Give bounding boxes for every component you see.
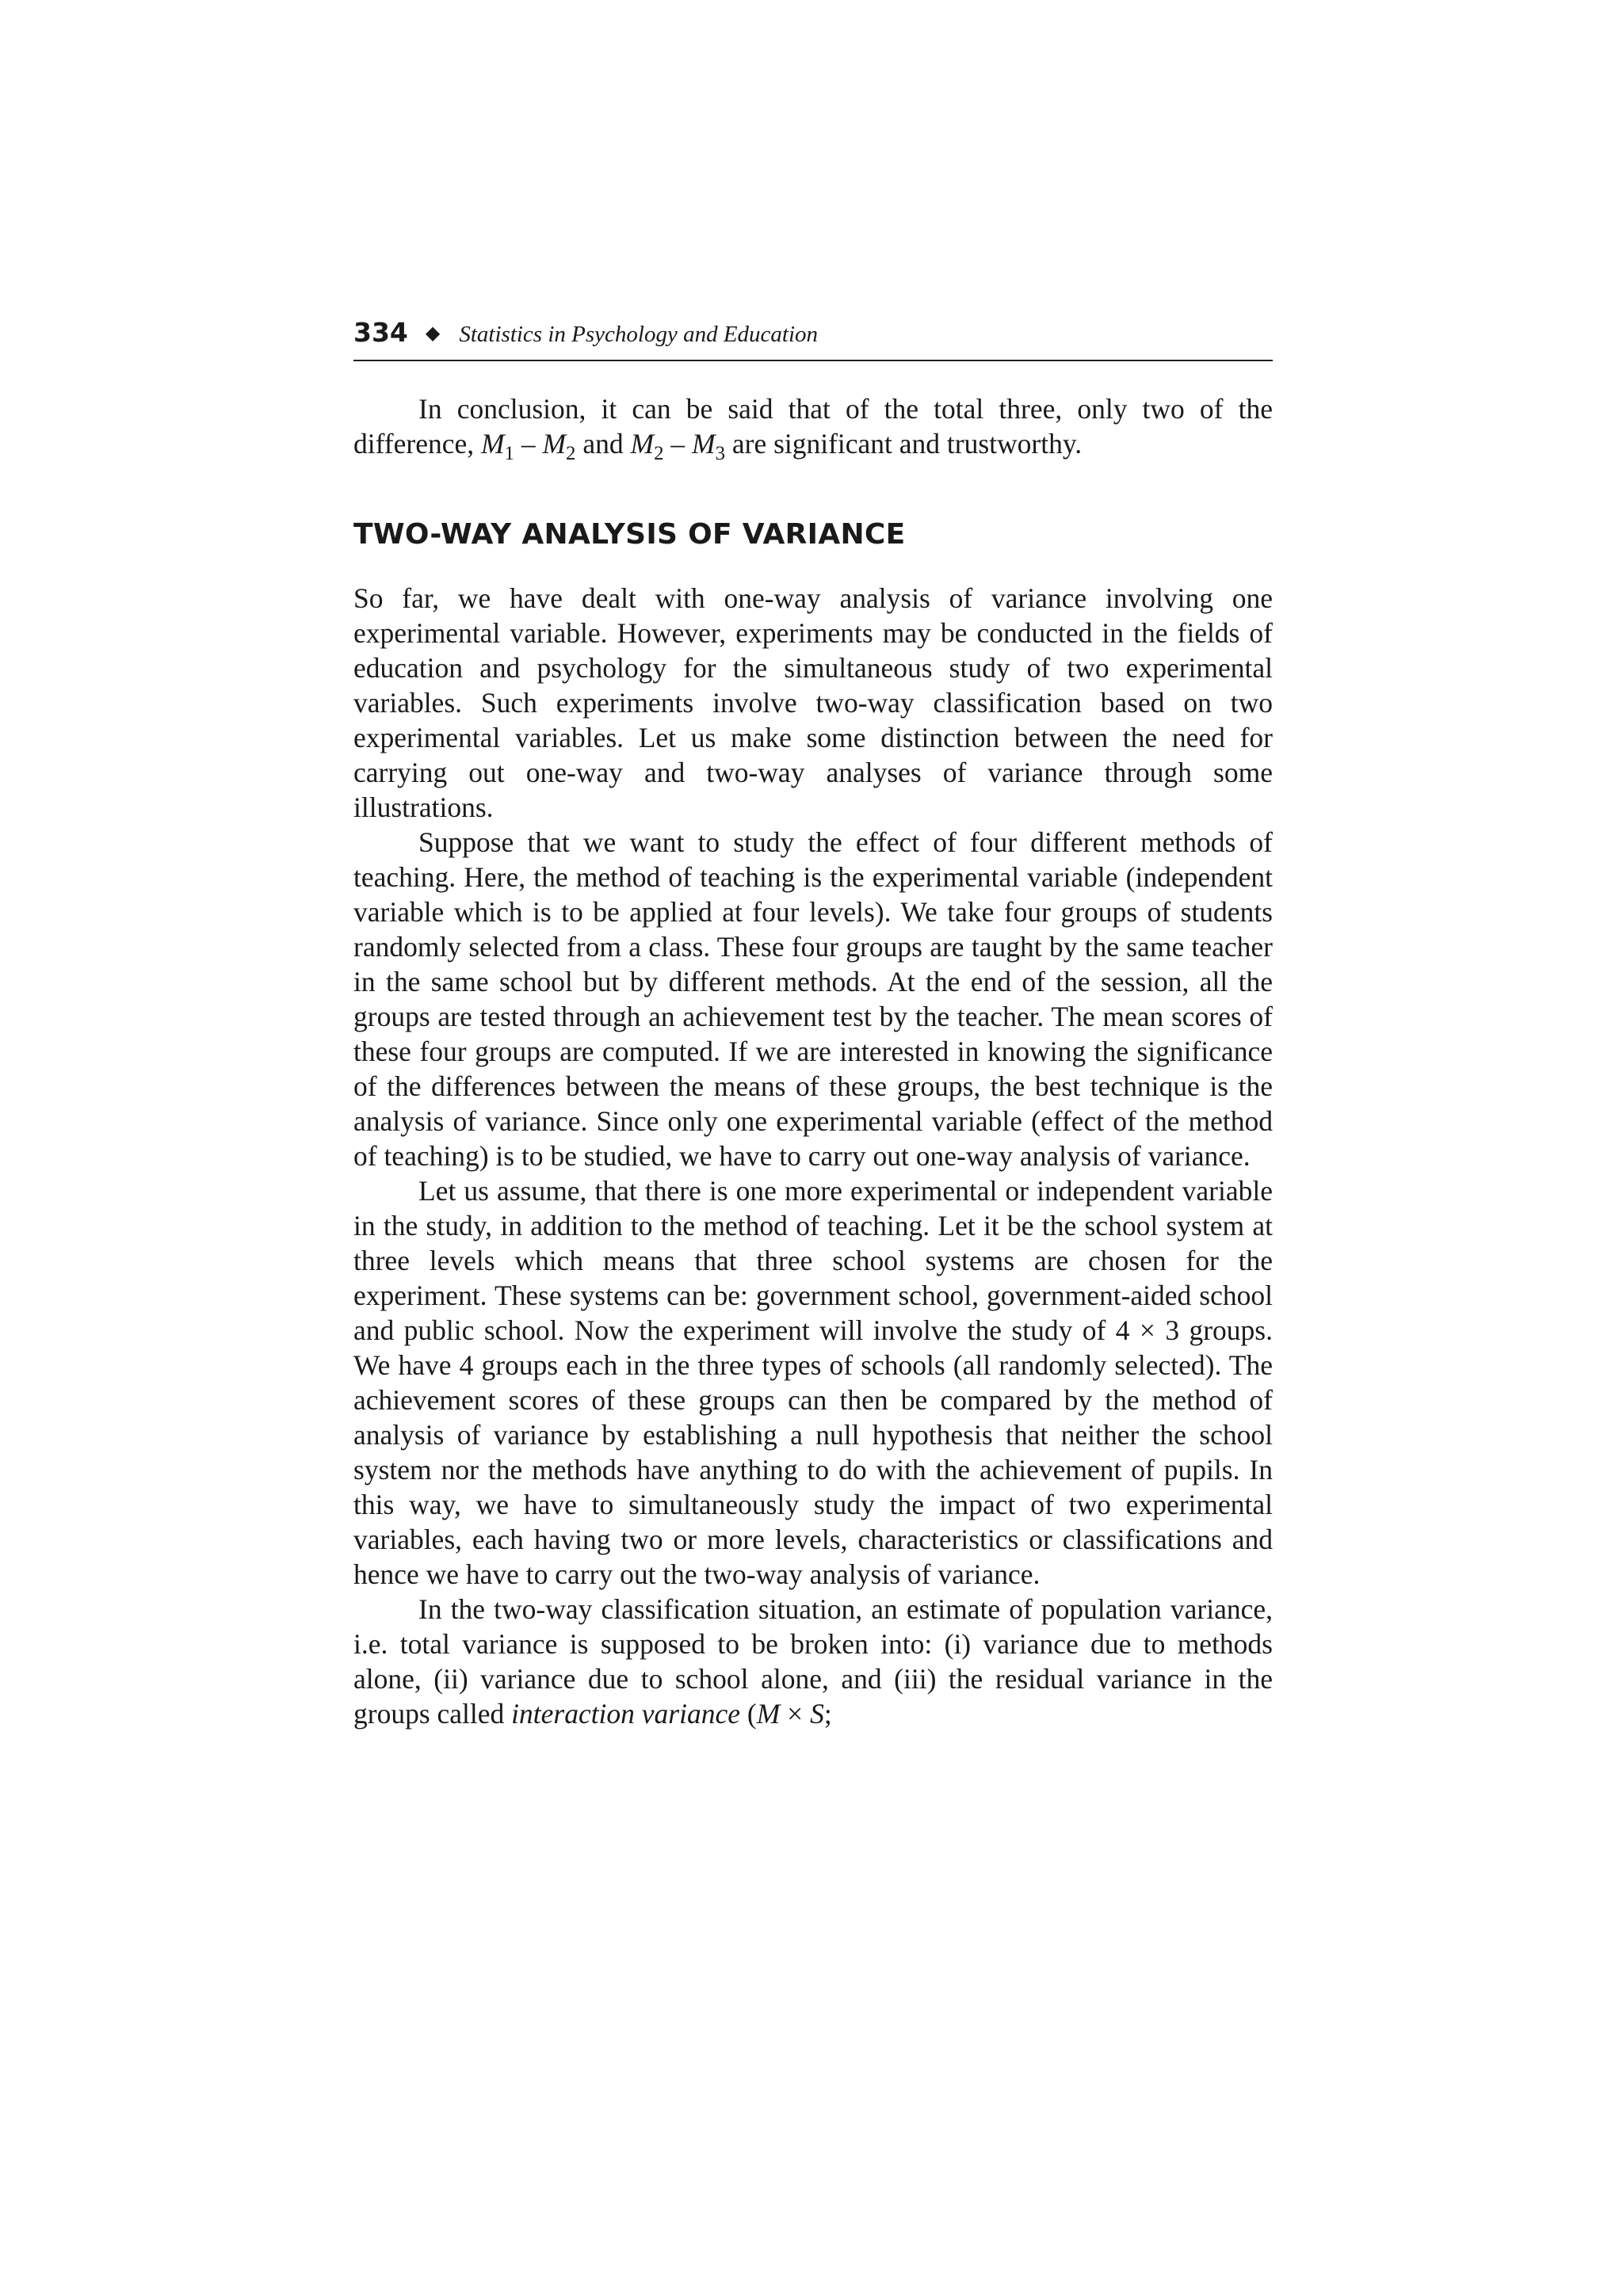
- section-heading: TWO-WAY ANALYSIS OF VARIANCE: [353, 518, 906, 551]
- paragraph-4: [353, 1592, 1273, 1731]
- page-content: [353, 317, 1273, 1731]
- math-m2: $M_2$: [542, 428, 576, 465]
- paragraph-2: Suppose that we want to study the effect of four different methods of teaching. Here, the method of teaching is the experimental variable (independent variable which is to be applied at four levels). We take four groups of students randomly selected from a class. These four groups are taught by the same teacher in the same school but by different methods. At the end of the session, all the groups are tested through an achievement test by the teacher. The mean scores of these four groups are computed. If we are interested in knowing the significance of the differences between the means of these groups, the best technique is the analysis of variance. Since only one experimental variable (effect of the method of teaching) is to be studied, we have to carry out one-way analysis of variance.: [353, 826, 1273, 1172]
- paragraph-4-text-3: ;: [823, 1698, 832, 1730]
- intro-text-1: In conclusion, it can be said that of the total three, only two of the difference,: [353, 393, 1273, 460]
- math-m3: $M_3$: [691, 428, 725, 465]
- dash-1: –: [514, 428, 543, 460]
- times-sign: ×: [780, 1698, 811, 1730]
- intro-paragraph: [353, 391, 1273, 465]
- page-number: 334: [353, 317, 408, 348]
- and-text: and: [575, 428, 631, 460]
- math-m2b: $M_2$: [630, 428, 664, 465]
- paragraph-4-text-2: (: [740, 1698, 757, 1730]
- intro-text-2: are significant and trustworthy.: [724, 428, 1083, 460]
- book-title: Statistics in Psychology and Education: [459, 322, 819, 347]
- diamond-icon: ◆: [425, 322, 441, 344]
- math-s: S: [810, 1698, 824, 1730]
- running-header: [353, 317, 1273, 361]
- math-m1: $M_1$: [480, 428, 514, 465]
- math-m: M: [756, 1698, 781, 1730]
- dash-2: –: [663, 428, 692, 460]
- interaction-variance-term: interaction variance: [511, 1698, 740, 1730]
- paragraph-3: Let us assume, that there is one more experimental or independent variable in the study, in addition to the method of teaching. Let it be the school system at three levels which means that three school systems are chosen for the experiment. These systems can be: government school, government-aided school and public school. Now the experiment will involve the study of 4 × 3 groups. We have 4 groups each in the three types of schools (all randomly selected). The achievement scores of these groups can then be compared by the method of analysis of variance by establishing a null hypothesis that neither the school system nor the methods have anything to do with the achievement of pupils. In this way, we have to simultaneously study the impact of two experimental variables, each having two or more levels, characteristics or classifications and hence we have to carry out the two-way analysis of variance.: [353, 1175, 1273, 1590]
- paragraph-1: So far, we have dealt with one-way analysis of variance involving one experimental variable. However, experiments may be conducted in the fields of education and psychology for the simultaneous study of two experimental variables. Such experiments involve two-way classification based on two experimental variables. Let us make some distinction between the need for carrying out one-way and two-way analyses of variance through some illustrations.: [353, 582, 1273, 823]
- paragraph-4-text-1: In the two-way classification situation, an estimate of population variance, i.e. total variance is supposed to be broken into: (i) variance due to methods alone, (ii) variance due to school alone, and (iii) the residual variance in the groups called: [353, 1593, 1273, 1730]
